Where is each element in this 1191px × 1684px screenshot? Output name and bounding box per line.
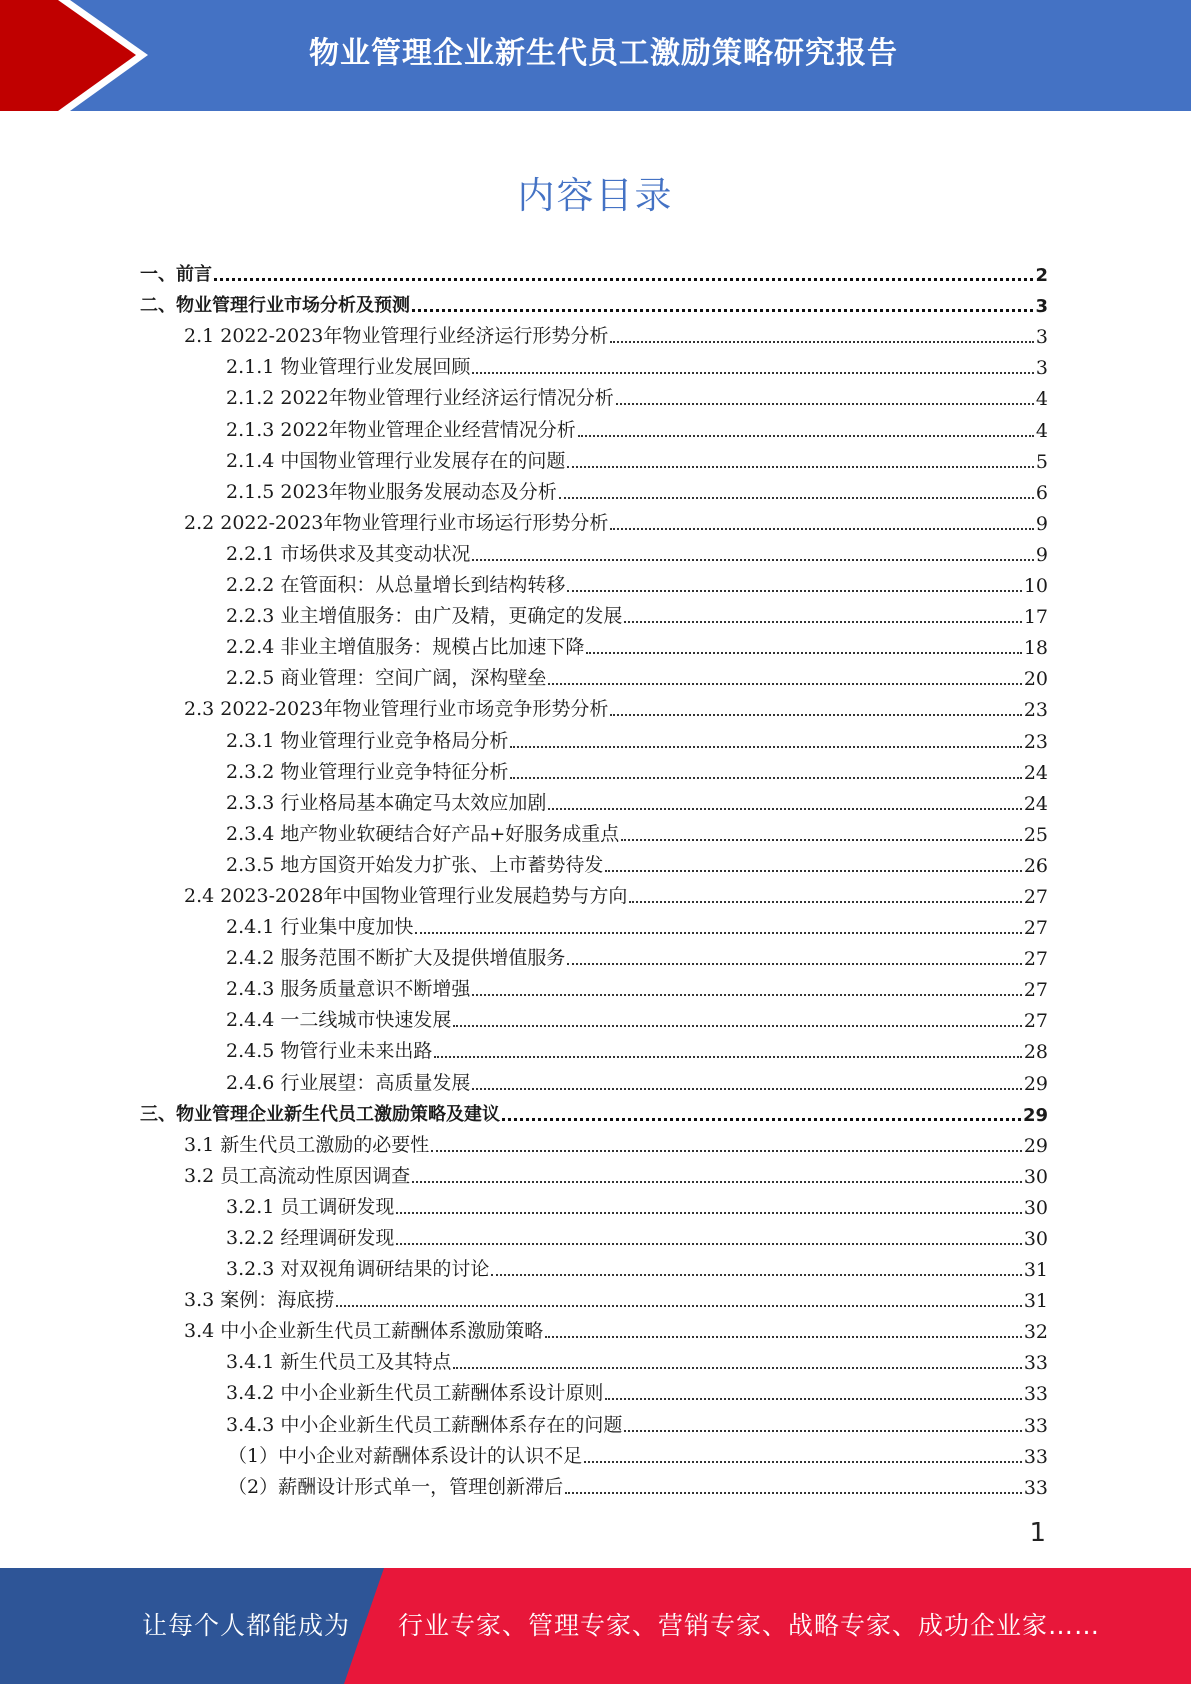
- toc-entry-page: 9: [1035, 543, 1048, 566]
- toc-entry-label: 2.3.5 地方国资开始发力扩张、上市蓄势待发: [226, 853, 604, 876]
- toc-leader-dots: [624, 1430, 1021, 1432]
- toc-entry[interactable]: [140, 379, 1048, 410]
- toc-entry-page: 31: [1023, 1259, 1048, 1282]
- toc-entry-label: 2.4 2023-2028年中国物业管理行业发展趋势与方向: [184, 884, 628, 907]
- toc-entry-label: 2.1.5 2023年物业服务发展动态及分析: [226, 480, 557, 503]
- toc-leader-dots: [624, 621, 1021, 623]
- toc-leader-dots: [453, 1025, 1021, 1027]
- toc-leader-dots: [605, 1398, 1021, 1400]
- toc-entry-page: 30: [1023, 1196, 1048, 1219]
- page-number: 1: [1029, 1518, 1046, 1548]
- toc-entry[interactable]: [140, 1250, 1048, 1281]
- toc-leader-dots: [586, 652, 1021, 654]
- toc-leader-dots: [545, 1336, 1022, 1338]
- toc-entry-page: 3: [1035, 326, 1048, 349]
- toc-entry-label: 2.1.3 2022年物业管理企业经营情况分析: [226, 418, 576, 441]
- toc-leader-dots: [567, 466, 1034, 468]
- toc-entry-label: 2.3.4 地产物业软硬结合好产品+好服务成重点: [226, 822, 620, 845]
- toc-entry-page: 25: [1023, 823, 1048, 846]
- report-title: 物业管理企业新生代员工激励策略研究报告: [309, 36, 898, 71]
- toc-leader-dots: [472, 1088, 1021, 1090]
- toc-leader-dots: [548, 683, 1021, 685]
- toc-entry[interactable]: [140, 939, 1048, 970]
- toc-entry[interactable]: [140, 473, 1048, 504]
- toc-entry-page: 3: [1035, 296, 1048, 318]
- toc-entry-page: 30: [1023, 1228, 1048, 1250]
- toc-entry[interactable]: [140, 908, 1048, 939]
- toc-entry-label: 2.3.2 物业管理行业竞争特征分析: [226, 760, 509, 783]
- toc-entry-label: 2.3.3 行业格局基本确定马太效应加剧: [226, 791, 547, 814]
- toc-entry-page: 32: [1023, 1321, 1048, 1344]
- toc-entry[interactable]: [140, 1188, 1048, 1219]
- toc-leader-dots: [491, 1274, 1021, 1276]
- toc-leader-dots: [214, 278, 1033, 281]
- toc-entry-label: 2.4.6 行业展望：高质量发展: [226, 1071, 471, 1094]
- toc-entry-label: 2.1.4 中国物业管理行业发展存在的问题: [226, 449, 566, 472]
- toc-entry-label: 2.2.2 在管面积：从总量增长到结构转移: [226, 574, 566, 597]
- toc-leader-dots: [610, 528, 1034, 530]
- toc-entry[interactable]: [140, 1343, 1048, 1374]
- toc-entry-label: 3.2.1 员工调研发现: [226, 1195, 395, 1218]
- toc-entry-page: 6: [1035, 481, 1048, 504]
- toc-entry[interactable]: [140, 690, 1048, 721]
- toc-entry-label: 2.4.5 物管行业未来出路: [226, 1040, 433, 1063]
- toc-entry-label: 3.4.2 中小企业新生代员工薪酬体系设计原则: [226, 1382, 604, 1405]
- toc-entry-page: 29: [1023, 1072, 1048, 1095]
- toc-entry[interactable]: [140, 442, 1048, 473]
- toc-entry[interactable]: [140, 1219, 1048, 1250]
- toc-entry-page: 33: [1023, 1445, 1048, 1468]
- toc-entry-page: 29: [1023, 1134, 1048, 1157]
- toc-entry[interactable]: [140, 1063, 1048, 1094]
- toc-entry-label: 3.4.1 新生代员工及其特点: [226, 1351, 452, 1374]
- toc-entry-page: 31: [1023, 1290, 1048, 1313]
- toc-entry-page: 23: [1023, 699, 1048, 722]
- toc-entry-label: 2.4.2 服务范围不断扩大及提供增值服务: [226, 947, 566, 970]
- toc-entry-page: 27: [1023, 1010, 1048, 1033]
- toc-entry[interactable]: [140, 970, 1048, 1001]
- toc-entry[interactable]: [140, 1032, 1048, 1063]
- toc-leader-dots: [605, 870, 1021, 872]
- toc-entry-page: 27: [1023, 979, 1048, 1002]
- toc-leader-dots: [472, 559, 1034, 561]
- toc-leader-dots: [567, 590, 1021, 592]
- page-footer: [0, 1568, 1191, 1684]
- toc-entry-page: 28: [1023, 1041, 1048, 1064]
- toc-entry-label: 2.1.2 2022年物业管理行业经济运行情况分析: [226, 387, 614, 410]
- toc-entry[interactable]: [140, 1001, 1048, 1032]
- toc-leader-dots: [629, 901, 1021, 903]
- toc-entry[interactable]: [140, 504, 1048, 535]
- toc-entry-label: 2.3 2022-2023年物业管理行业市场竞争形势分析: [184, 698, 609, 721]
- toc-leader-dots: [396, 1212, 1021, 1214]
- toc-entry-page: 26: [1023, 854, 1048, 877]
- toc-leader-dots: [412, 309, 1033, 312]
- toc-leader-dots: [415, 932, 1021, 934]
- toc-entry-label: 2.3.1 物业管理行业竞争格局分析: [226, 729, 509, 752]
- toc-entry[interactable]: [140, 317, 1048, 348]
- toc-entry-label: （1）中小企业对薪酬体系设计的认识不足: [228, 1444, 583, 1467]
- toc-entry[interactable]: [140, 410, 1048, 441]
- toc-entry-label: 2.1.1 物业管理行业发展回顾: [226, 356, 471, 379]
- toc-entry[interactable]: [140, 721, 1048, 752]
- toc-leader-dots: [578, 435, 1034, 437]
- toc-entry-page: 4: [1035, 419, 1048, 442]
- toc-leader-dots: [616, 403, 1034, 405]
- toc-leader-dots: [502, 1118, 1021, 1121]
- toc-entry-page: 2: [1035, 265, 1048, 287]
- toc-leader-dots: [396, 1243, 1021, 1245]
- toc-leader-dots: [548, 808, 1021, 810]
- toc-entry-label: 3.2.2 经理调研发现: [226, 1227, 395, 1249]
- toc-leader-dots: [565, 1492, 1022, 1494]
- toc-heading: 内容目录: [517, 174, 674, 217]
- toc-entry-page: 27: [1023, 885, 1048, 908]
- toc-leader-dots: [431, 1150, 1022, 1152]
- toc-entry-label: 2.1 2022-2023年物业管理行业经济运行形势分析: [184, 325, 609, 348]
- toc-entry[interactable]: [140, 659, 1048, 690]
- toc-entry[interactable]: [140, 1157, 1048, 1188]
- toc-leader-dots: [412, 1181, 1022, 1183]
- toc-entry[interactable]: [140, 815, 1048, 846]
- toc-entry-label: 3.3 案例：海底捞: [184, 1289, 335, 1312]
- toc-leader-dots: [453, 1367, 1021, 1369]
- toc-entry[interactable]: [140, 1312, 1048, 1343]
- toc-entry[interactable]: [140, 753, 1048, 784]
- toc-leader-dots: [336, 1305, 1022, 1307]
- toc-entry-label: 2.4.4 一二线城市快速发展: [226, 1009, 452, 1032]
- toc-entry[interactable]: [140, 1374, 1048, 1405]
- toc-leader-dots: [567, 963, 1021, 965]
- toc-entry-label: （2）薪酬设计形式单一，管理创新滞后: [228, 1475, 564, 1498]
- toc-entry[interactable]: [140, 1468, 1048, 1499]
- toc-entry-page: 33: [1023, 1352, 1048, 1375]
- toc-entry-label: 二、物业管理行业市场分析及预测: [140, 295, 410, 317]
- toc-leader-dots: [559, 497, 1034, 499]
- toc-entry[interactable]: [140, 877, 1048, 908]
- toc-entry[interactable]: [140, 628, 1048, 659]
- toc-entry[interactable]: [140, 1126, 1048, 1157]
- page-header: [0, 0, 1191, 111]
- table-of-contents: [140, 255, 1048, 1499]
- footer-tagline: 行业专家、管理专家、营销专家、战略专家、成功企业家……: [398, 1611, 1101, 1640]
- toc-entry-page: 3: [1035, 357, 1048, 380]
- toc-entry-label: 2.4.1 行业集中度加快: [226, 916, 414, 939]
- toc-entry-page: 10: [1023, 575, 1048, 598]
- toc-entry-page: 33: [1023, 1383, 1048, 1406]
- toc-entry[interactable]: [140, 1281, 1048, 1312]
- toc-entry-page: 20: [1023, 668, 1048, 691]
- toc-entry-label: 三、物业管理企业新生代员工激励策略及建议: [140, 1103, 500, 1125]
- toc-entry[interactable]: [140, 784, 1048, 815]
- toc-entry[interactable]: [140, 1405, 1048, 1436]
- toc-entry[interactable]: [140, 348, 1048, 379]
- toc-entry-label: 3.2 员工高流动性原因调查: [184, 1164, 411, 1187]
- toc-entry-label: 2.2.5 商业管理：空间广阔，深构壁垒: [226, 667, 547, 690]
- toc-entry[interactable]: [140, 1095, 1048, 1126]
- toc-leader-dots: [472, 994, 1021, 996]
- toc-leader-dots: [584, 1461, 1022, 1463]
- toc-entry-label: 3.4.3 中小企业新生代员工薪酬体系存在的问题: [226, 1413, 623, 1436]
- toc-entry[interactable]: [140, 846, 1048, 877]
- toc-entry-page: 9: [1035, 512, 1048, 535]
- toc-entry-label: 3.4 中小企业新生代员工薪酬体系激励策略: [184, 1320, 544, 1343]
- toc-entry-page: 5: [1035, 450, 1048, 473]
- toc-entry-page: 30: [1023, 1165, 1048, 1188]
- toc-entry-page: 24: [1023, 761, 1048, 784]
- toc-entry[interactable]: [140, 286, 1048, 317]
- toc-leader-dots: [610, 341, 1034, 343]
- toc-entry-page: 33: [1023, 1414, 1048, 1437]
- toc-entry-page: 24: [1023, 792, 1048, 815]
- toc-entry-page: 18: [1023, 637, 1048, 660]
- toc-entry-page: 27: [1023, 917, 1048, 940]
- toc-leader-dots: [621, 839, 1022, 841]
- toc-entry[interactable]: [140, 255, 1048, 286]
- toc-entry-page: 4: [1035, 388, 1048, 411]
- toc-entry-page: 33: [1023, 1476, 1048, 1499]
- toc-entry[interactable]: [140, 535, 1048, 566]
- toc-entry[interactable]: [140, 1437, 1048, 1468]
- toc-entry-label: 2.2.3 业主增值服务：由广及精，更确定的发展: [226, 605, 623, 628]
- toc-entry[interactable]: [140, 566, 1048, 597]
- toc-leader-dots: [472, 372, 1034, 374]
- toc-entry-page: 27: [1023, 948, 1048, 971]
- toc-leader-dots: [610, 714, 1021, 716]
- toc-leader-dots: [510, 777, 1021, 779]
- toc-entry-label: 2.2 2022-2023年物业管理行业市场运行形势分析: [184, 511, 609, 534]
- toc-entry-page: 23: [1023, 730, 1048, 753]
- toc-leader-dots: [434, 1056, 1021, 1058]
- toc-entry-label: 3.2.3 对双视角调研结果的讨论: [226, 1258, 490, 1281]
- toc-entry-label: 2.2.1 市场供求及其变动状况: [226, 542, 471, 565]
- toc-entry[interactable]: [140, 597, 1048, 628]
- toc-entry-label: 2.2.4 非业主增值服务：规模占比加速下降: [226, 636, 585, 659]
- toc-entry-label: 2.4.3 服务质量意识不断增强: [226, 978, 471, 1001]
- toc-leader-dots: [510, 746, 1021, 748]
- toc-entry-label: 一、前言: [140, 264, 212, 286]
- toc-entry-label: 3.1 新生代员工激励的必要性: [184, 1133, 430, 1156]
- toc-entry-page: 17: [1023, 606, 1048, 629]
- toc-entry-page: 29: [1022, 1104, 1048, 1126]
- footer-slogan: 让每个人都能成为: [142, 1611, 351, 1640]
